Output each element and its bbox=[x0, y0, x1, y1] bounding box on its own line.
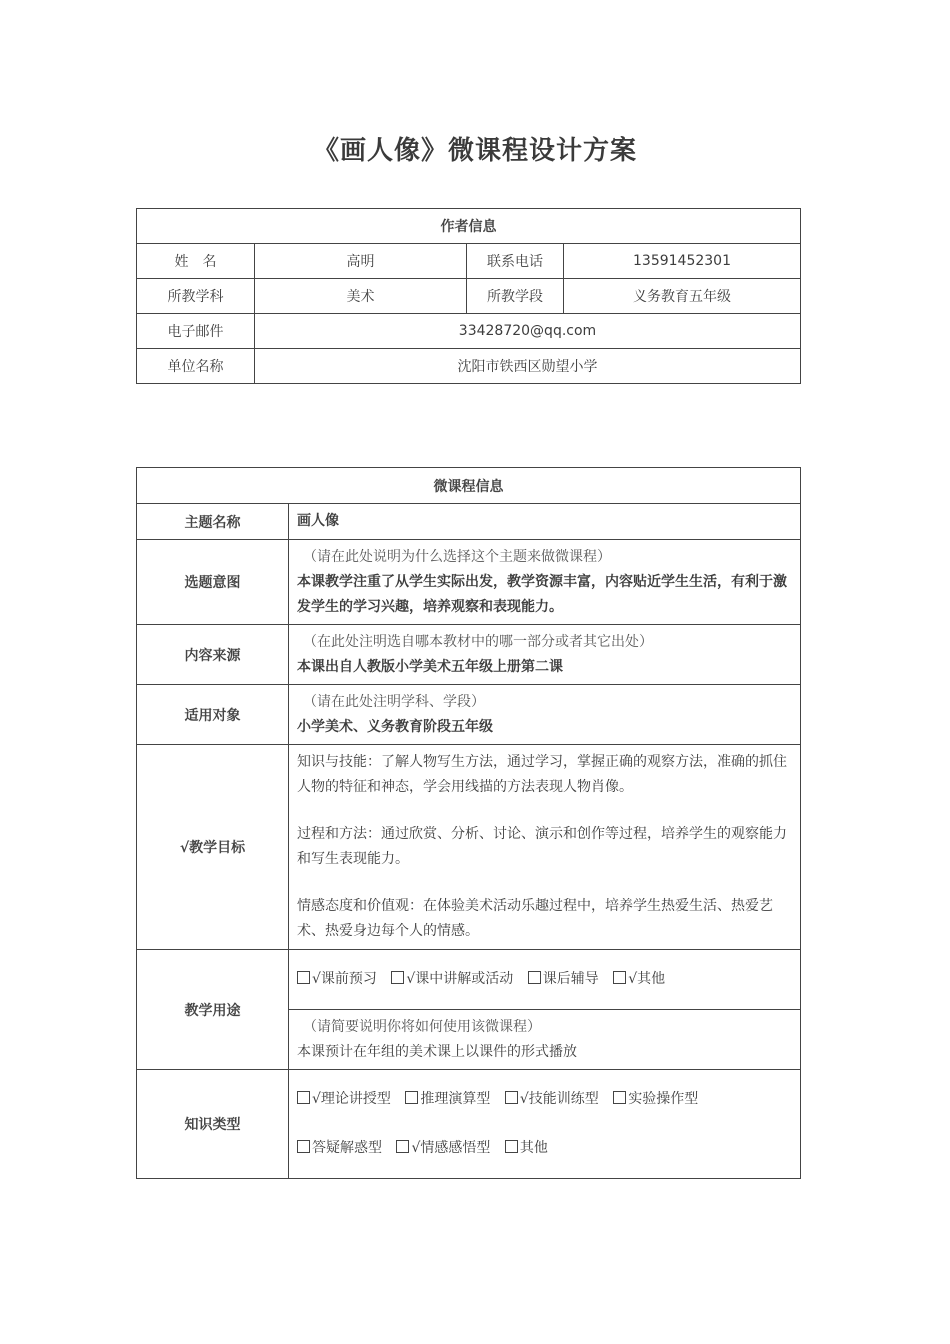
knowledge-option-reasoning[interactable]: 推理演算型 bbox=[405, 1087, 490, 1112]
checkbox-icon bbox=[297, 1140, 310, 1153]
usage-option-preview[interactable]: √课前预习 bbox=[297, 967, 377, 992]
intent-cell bbox=[289, 540, 801, 625]
goal-attitude: 情感态度和价值观：在体验美术活动乐趣过程中，培养学生热爱生活、热爱艺术、热爱身边每个人的情感。 bbox=[297, 898, 773, 939]
subject-value: 美术 bbox=[255, 279, 467, 314]
goal-process: 过程和方法：通过欣赏、分析、讨论、演示和创作等过程，培养学生的观察能力和写生表现能力。 bbox=[297, 826, 787, 867]
intent-text: 本课教学注重了从学生实际出发，教学资源丰富，内容贴近学生生活，有利于激发学生的学习兴趣，培养观察和表现能力。 bbox=[297, 573, 787, 615]
checkbox-icon bbox=[505, 1091, 518, 1104]
checkbox-icon bbox=[505, 1140, 518, 1153]
knowledge-option-emotion[interactable]: √情感感悟型 bbox=[396, 1136, 490, 1161]
micro-course-header: 微课程信息 bbox=[137, 468, 801, 504]
checkbox-icon bbox=[613, 1091, 626, 1104]
checkbox-icon bbox=[613, 971, 626, 984]
intent-label: 选题意图 bbox=[137, 540, 289, 625]
stage-label: 所教学段 bbox=[467, 279, 564, 314]
unit-value: 沈阳市铁西区勋望小学 bbox=[255, 349, 801, 384]
checkbox-icon bbox=[396, 1140, 409, 1153]
knowledge-option-other[interactable]: 其他 bbox=[505, 1136, 548, 1161]
goals-cell bbox=[289, 745, 801, 950]
stage-value: 义务教育五年级 bbox=[564, 279, 801, 314]
usage-label: 教学用途 bbox=[137, 950, 289, 1070]
checkbox-icon bbox=[405, 1091, 418, 1104]
name-label: 姓 名 bbox=[137, 244, 255, 279]
subject-label: 所教学科 bbox=[137, 279, 255, 314]
knowledge-label: 知识类型 bbox=[137, 1070, 289, 1179]
email-label: 电子邮件 bbox=[137, 314, 255, 349]
phone-label: 联系电话 bbox=[467, 244, 564, 279]
checkbox-icon bbox=[297, 971, 310, 984]
usage-option-after-class[interactable]: 课后辅导 bbox=[528, 967, 599, 992]
source-label: 内容来源 bbox=[137, 625, 289, 685]
source-hint: （在此处注明选自哪本教材中的哪一部分或者其它出处） bbox=[303, 633, 653, 650]
goals-label: √教学目标 bbox=[137, 745, 289, 950]
email-value: 33428720@qq.com bbox=[255, 314, 801, 349]
knowledge-option-qa[interactable]: 答疑解惑型 bbox=[297, 1136, 382, 1161]
usage-option-other[interactable]: √其他 bbox=[613, 967, 665, 992]
audience-hint: （请在此处注明学科、学段） bbox=[303, 693, 485, 710]
unit-label: 单位名称 bbox=[137, 349, 255, 384]
checkbox-icon bbox=[297, 1091, 310, 1104]
knowledge-option-theory[interactable]: √理论讲授型 bbox=[297, 1087, 391, 1112]
usage-detail-cell bbox=[289, 1010, 801, 1070]
source-cell bbox=[289, 625, 801, 685]
usage-hint: （请简要说明你将如何使用该微课程） bbox=[303, 1018, 541, 1035]
knowledge-options bbox=[289, 1070, 801, 1179]
page-title: 《画人像》微课程设计方案 bbox=[312, 136, 637, 166]
checkbox-icon bbox=[528, 971, 541, 984]
author-info-table bbox=[136, 208, 801, 384]
usage-option-in-class[interactable]: √课中讲解或活动 bbox=[391, 967, 513, 992]
topic-label: 主题名称 bbox=[137, 504, 289, 540]
knowledge-option-skill[interactable]: √技能训练型 bbox=[505, 1087, 599, 1112]
intent-hint: （请在此处说明为什么选择这个主题来做微课程） bbox=[303, 548, 611, 565]
audience-text: 小学美术、义务教育阶段五年级 bbox=[297, 718, 493, 735]
source-text: 本课出自人教版小学美术五年级上册第二课 bbox=[297, 658, 563, 675]
usage-text: 本课预计在年组的美术课上以课件的形式播放 bbox=[297, 1043, 577, 1060]
usage-options bbox=[289, 950, 801, 1010]
checkbox-icon bbox=[391, 971, 404, 984]
topic-value: 画人像 bbox=[289, 504, 801, 540]
author-info-header: 作者信息 bbox=[137, 209, 801, 244]
knowledge-option-experiment[interactable]: 实验操作型 bbox=[613, 1087, 698, 1112]
name-value: 高明 bbox=[255, 244, 467, 279]
audience-cell bbox=[289, 685, 801, 745]
goal-knowledge: 知识与技能：了解人物写生方法，通过学习，掌握正确的观察方法，准确的抓住人物的特征和神态，学会用线描的方法表现人物肖像。 bbox=[297, 754, 787, 795]
phone-value: 13591452301 bbox=[564, 244, 801, 279]
micro-course-table bbox=[136, 467, 801, 1179]
audience-label: 适用对象 bbox=[137, 685, 289, 745]
